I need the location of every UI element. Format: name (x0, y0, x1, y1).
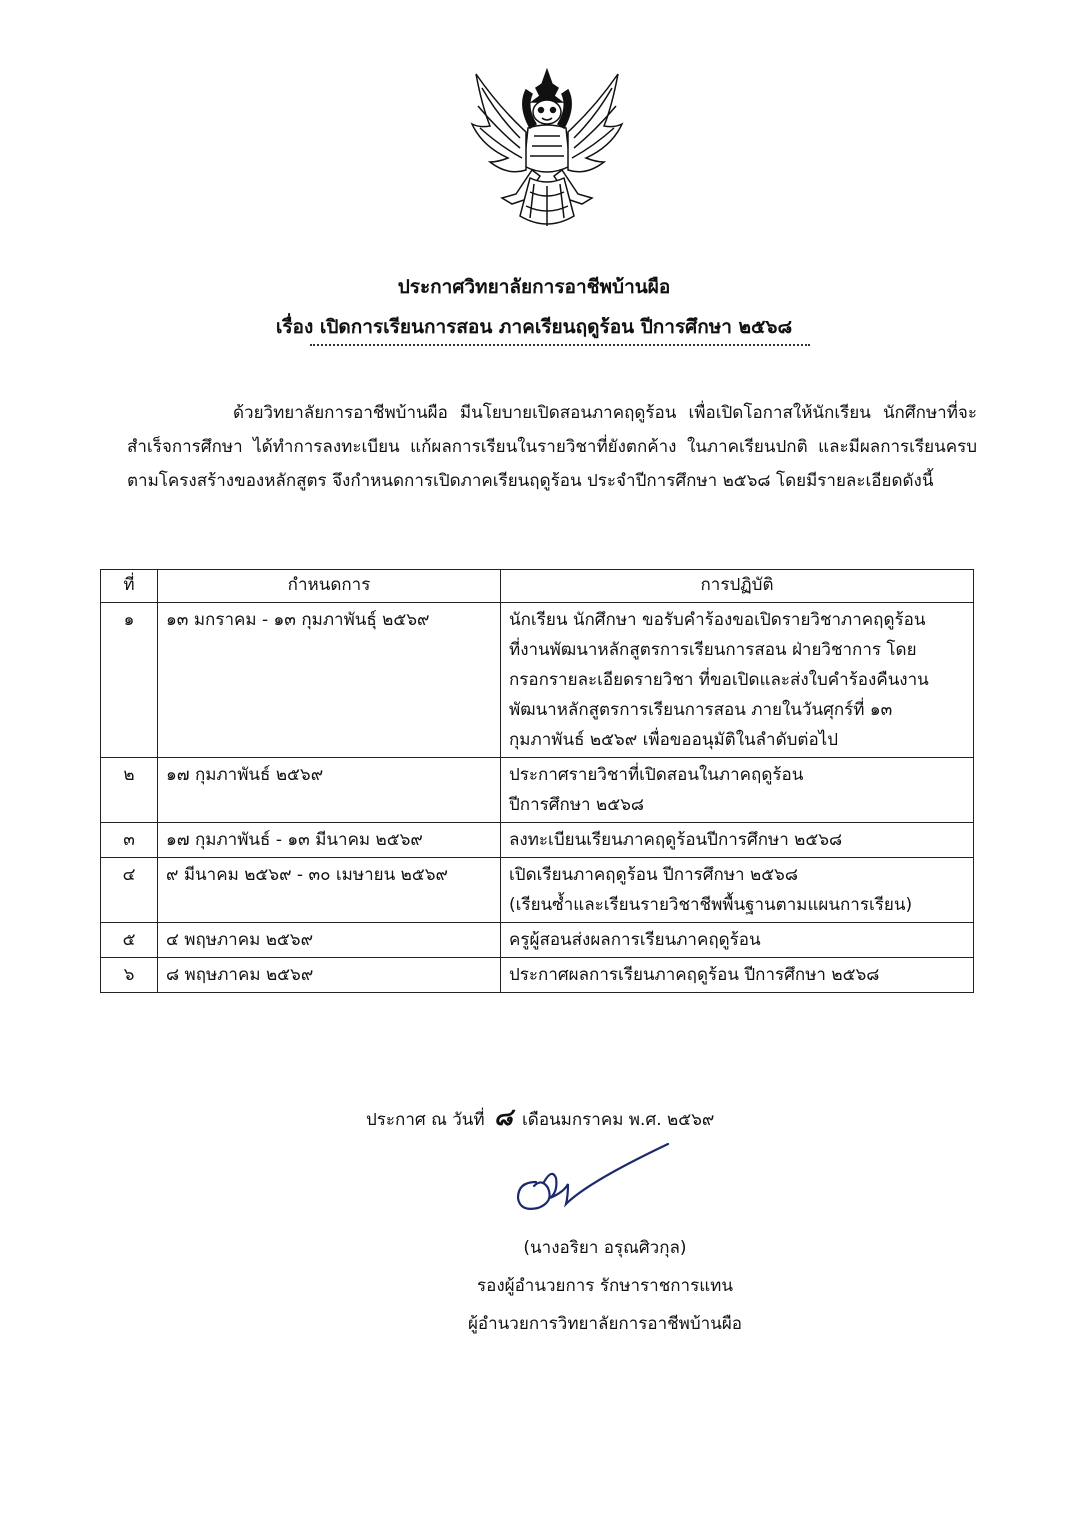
row-number: ๒ (101, 758, 158, 823)
header-no: ที่ (101, 570, 158, 603)
action-line: นักเรียน นักศึกษา ขอรับคำร้องขอเปิดรายวิชาภาคฤดูร้อน (509, 610, 926, 630)
document-org-title: ประกาศวิทยาลัยการอาชีพบ้านผือ (397, 276, 671, 298)
handwritten-signature (508, 1138, 678, 1218)
row-action (501, 823, 974, 858)
announcement-day: ๘ (494, 1103, 513, 1131)
row-date: ๑๗ กุมภาพันธ์ - ๑๓ มีนาคม ๒๕๖๙ (158, 823, 501, 858)
table-header-row (101, 570, 974, 603)
row-action (501, 958, 974, 993)
table-row (101, 958, 974, 993)
row-number: ๓ (101, 823, 158, 858)
signer-office: ผู้อำนวยการวิทยาลัยการอาชีพบ้านผือ (467, 1314, 743, 1334)
announcement-suffix: เดือนมกราคม พ.ศ. ๒๕๖๙ (521, 1110, 715, 1130)
action-line: ประกาศรายวิชาที่เปิดสอนในภาคฤดูร้อน (509, 765, 804, 785)
row-date: ๑๗ กุมภาพันธ์ ๒๕๖๙ (158, 758, 501, 823)
row-action (501, 603, 974, 758)
row-date: ๑๓ มกราคม - ๑๓ กุมภาพันธุ์ ๒๕๖๙ (158, 603, 501, 758)
row-number: ๖ (101, 958, 158, 993)
table-row (101, 603, 974, 758)
row-date: ๘ พฤษภาคม ๒๕๖๙ (158, 958, 501, 993)
row-number: ๕ (101, 923, 158, 958)
action-line: ลงทะเบียนเรียนภาคฤดูร้อนปีการศึกษา ๒๕๖๘ (509, 830, 843, 850)
action-line: (เรียนซ้ำและเรียนรายวิชาชีพพื้นฐานตามแผนการเรียน) (509, 895, 913, 915)
action-line: เปิดเรียนภาคฤดูร้อน ปีการศึกษา ๒๕๖๘ (509, 865, 798, 885)
announcement-prefix: ประกาศ ณ วันที่ (366, 1110, 485, 1130)
schedule-table (100, 569, 974, 993)
table-row (101, 758, 974, 823)
table-row (101, 823, 974, 858)
row-action (501, 758, 974, 823)
table-row (101, 923, 974, 958)
row-date: ๔ พฤษภาคม ๒๕๖๙ (158, 923, 501, 958)
row-action (501, 858, 974, 923)
intro-section (127, 396, 977, 498)
header-action: การปฏิบัติ (501, 570, 974, 603)
header-date: กำหนดการ (158, 570, 501, 603)
action-line: กรอกรายละเอียดรายวิชา ที่ขอเปิดและส่งใบคำร้องคืนงาน (509, 670, 929, 690)
table-row (101, 858, 974, 923)
row-number: ๑ (101, 603, 158, 758)
action-line: กุมภาพันธ์ ๒๕๖๙ เพื่อขออนุมัติในลำดับต่อไป (509, 730, 839, 750)
signer-position: รองผู้อำนวยการ รักษาราชการแทน (476, 1276, 733, 1296)
announcement-date (366, 1097, 714, 1136)
action-line: ที่งานพัฒนาหลักสูตรการเรียนการสอน ฝ่ายวิชาการ โดย (509, 640, 917, 660)
intro-paragraph: ด้วยวิทยาลัยการอาชีพบ้านผือ มีนโยบายเปิดสอนภาคฤดูร้อน เพื่อเปิดโอกาสให้นักเรียน นักศึกษาที่จะสำเร็จการศึกษา ได้ทำการลงทะเบียน แก้ผลการเรียนในรายวิชาที่ยังตกค้าง ในภาคเรียนปกติ และมีผลการเรียนครบตามโครงสร้างของหลักสูตร จึงกำหนดการเปิดภาคเรียนฤดูร้อน ประจำปีการศึกษา ๒๕๖๘ โดยมีรายละเอียดดังนี้ (127, 403, 977, 491)
row-number: ๔ (101, 858, 158, 923)
action-line: ครูผู้สอนส่งผลการเรียนภาคฤดูร้อน (509, 930, 761, 950)
action-line: ปีการศึกษา ๒๕๖๘ (509, 795, 644, 815)
action-line: ประกาศผลการเรียนภาคฤดูร้อน ปีการศึกษา ๒๕๖๘ (509, 965, 880, 985)
action-line: พัฒนาหลักสูตรการเรียนการสอน ภายในวันศุกร์ที่ ๑๓ (509, 700, 893, 720)
dotted-divider (310, 344, 810, 346)
signer-name: (นางอริยา อรุณศิวกุล) (523, 1238, 687, 1258)
row-date: ๙ มีนาคม ๒๕๖๙ - ๓๐ เมษายน ๒๕๖๙ (158, 858, 501, 923)
document-subject: เรื่อง เปิดการเรียนการสอน ภาคเรียนฤดูร้อน ปีการศึกษา ๒๕๖๘ (275, 316, 793, 338)
row-action (501, 923, 974, 958)
garuda-emblem (468, 66, 626, 234)
